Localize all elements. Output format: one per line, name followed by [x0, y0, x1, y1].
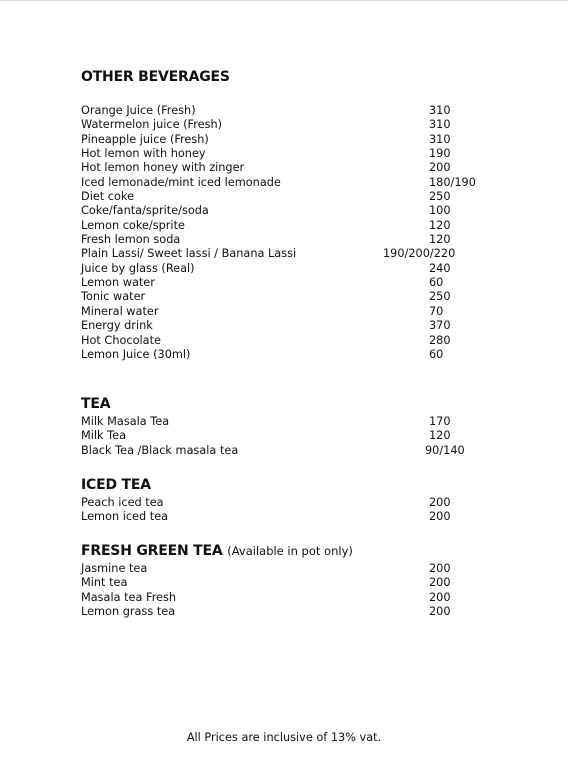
menu-item	[81, 133, 521, 147]
item-name: Mint tea	[81, 576, 128, 590]
item-name: Black Tea /Black masala tea	[81, 443, 239, 457]
menu-item	[81, 147, 521, 161]
item-list	[81, 415, 521, 458]
menu-item	[81, 290, 521, 304]
item-name: Watermelon juice (Fresh)	[81, 118, 223, 132]
item-list	[81, 104, 521, 362]
item-name: Tonic water	[81, 290, 146, 304]
item-price: 120	[429, 429, 451, 443]
item-price: 370	[429, 319, 451, 333]
item-price: 200	[429, 605, 451, 619]
section-iced-tea	[81, 476, 521, 525]
item-price: 280	[429, 333, 451, 347]
section-note: (Available in pot only)	[227, 544, 353, 558]
item-price: 310	[429, 132, 451, 146]
item-price: 200	[429, 562, 451, 575]
menu-item	[81, 204, 521, 218]
item-name: Diet coke	[81, 190, 135, 204]
item-price: 250	[429, 190, 451, 204]
item-price: 120	[429, 233, 451, 247]
menu-item	[81, 161, 521, 175]
item-list	[81, 496, 521, 525]
menu-item	[81, 104, 521, 118]
item-name: Pineapple juice (Fresh)	[81, 132, 209, 146]
item-list	[81, 562, 521, 619]
page-top-border	[0, 0, 568, 1]
item-price: 70	[429, 304, 444, 318]
menu-item	[81, 305, 521, 319]
menu-item	[81, 444, 521, 458]
vat-footer-note: All Prices are inclusive of 13% vat.	[186, 731, 382, 744]
menu-item	[81, 247, 521, 261]
menu-item	[81, 429, 521, 443]
section-title: TEA	[81, 396, 111, 412]
item-price: 120	[429, 218, 451, 232]
item-price: 200	[429, 590, 451, 604]
item-price: 170	[429, 415, 451, 428]
menu-item	[81, 348, 521, 362]
item-name: Orange Juice (Fresh)	[81, 104, 196, 117]
menu-item	[81, 319, 521, 333]
section-title-text: FRESH GREEN TEA	[81, 543, 223, 559]
item-price: 60	[429, 347, 444, 361]
item-name: Lemon grass tea	[81, 605, 176, 619]
item-price: 180/190	[429, 175, 476, 189]
item-price: 240	[429, 261, 451, 275]
item-price: 310	[429, 118, 451, 132]
item-name: Jasmine tea	[81, 562, 148, 575]
menu-item	[81, 233, 521, 247]
item-price: 60	[429, 276, 444, 290]
item-name: Fresh lemon soda	[81, 233, 181, 247]
menu-item	[81, 176, 521, 190]
item-price: 100	[429, 204, 451, 218]
section-other-beverages	[81, 68, 521, 362]
section-title: ICED TEA	[81, 477, 151, 493]
item-price: 190/200/220	[383, 247, 456, 261]
item-name: Milk Tea	[81, 429, 127, 443]
item-name: Masala tea Fresh	[81, 590, 177, 604]
item-price: 250	[429, 290, 451, 304]
item-name: Lemon Juice (30ml)	[81, 347, 191, 361]
item-name: Lemon water	[81, 276, 155, 290]
section-title: OTHER BEVERAGES	[81, 69, 230, 85]
item-name: Iced lemonade/mint iced lemonade	[81, 175, 281, 189]
item-name: Hot Chocolate	[81, 333, 161, 347]
item-name: Milk Masala Tea	[81, 415, 170, 428]
item-name: Peach iced tea	[81, 496, 164, 509]
menu-item	[81, 118, 521, 132]
menu-item	[81, 562, 521, 576]
menu-item	[81, 262, 521, 276]
item-price: 200	[429, 576, 451, 590]
menu-item	[81, 576, 521, 590]
menu-item	[81, 219, 521, 233]
menu-item	[81, 496, 521, 510]
item-price: 200	[429, 510, 451, 524]
menu-item	[81, 190, 521, 204]
menu-item	[81, 605, 521, 619]
item-name: Hot lemon with honey	[81, 147, 206, 161]
menu-item	[81, 591, 521, 605]
item-name: Hot lemon honey with zinger	[81, 161, 245, 175]
menu-item	[81, 276, 521, 290]
item-name: Energy drink	[81, 319, 153, 333]
item-name: Plain Lassi/ Sweet lassi / Banana Lassi	[81, 247, 297, 261]
item-price: 90/140	[425, 443, 465, 457]
item-price: 310	[429, 104, 451, 117]
item-name: Lemon coke/sprite	[81, 218, 185, 232]
item-price: 200	[429, 161, 451, 175]
menu-item	[81, 415, 521, 429]
menu-item	[81, 510, 521, 524]
item-price: 190	[429, 147, 451, 161]
item-price: 200	[429, 496, 451, 509]
section-title	[81, 542, 521, 560]
section-tea	[81, 395, 521, 458]
item-name: Mineral water	[81, 304, 159, 318]
item-name: Juice by glass (Real)	[81, 261, 195, 275]
section-fresh-green-tea	[81, 542, 521, 619]
item-name: Lemon iced tea	[81, 510, 169, 524]
item-name: Coke/fanta/sprite/soda	[81, 204, 209, 218]
menu-item	[81, 334, 521, 348]
